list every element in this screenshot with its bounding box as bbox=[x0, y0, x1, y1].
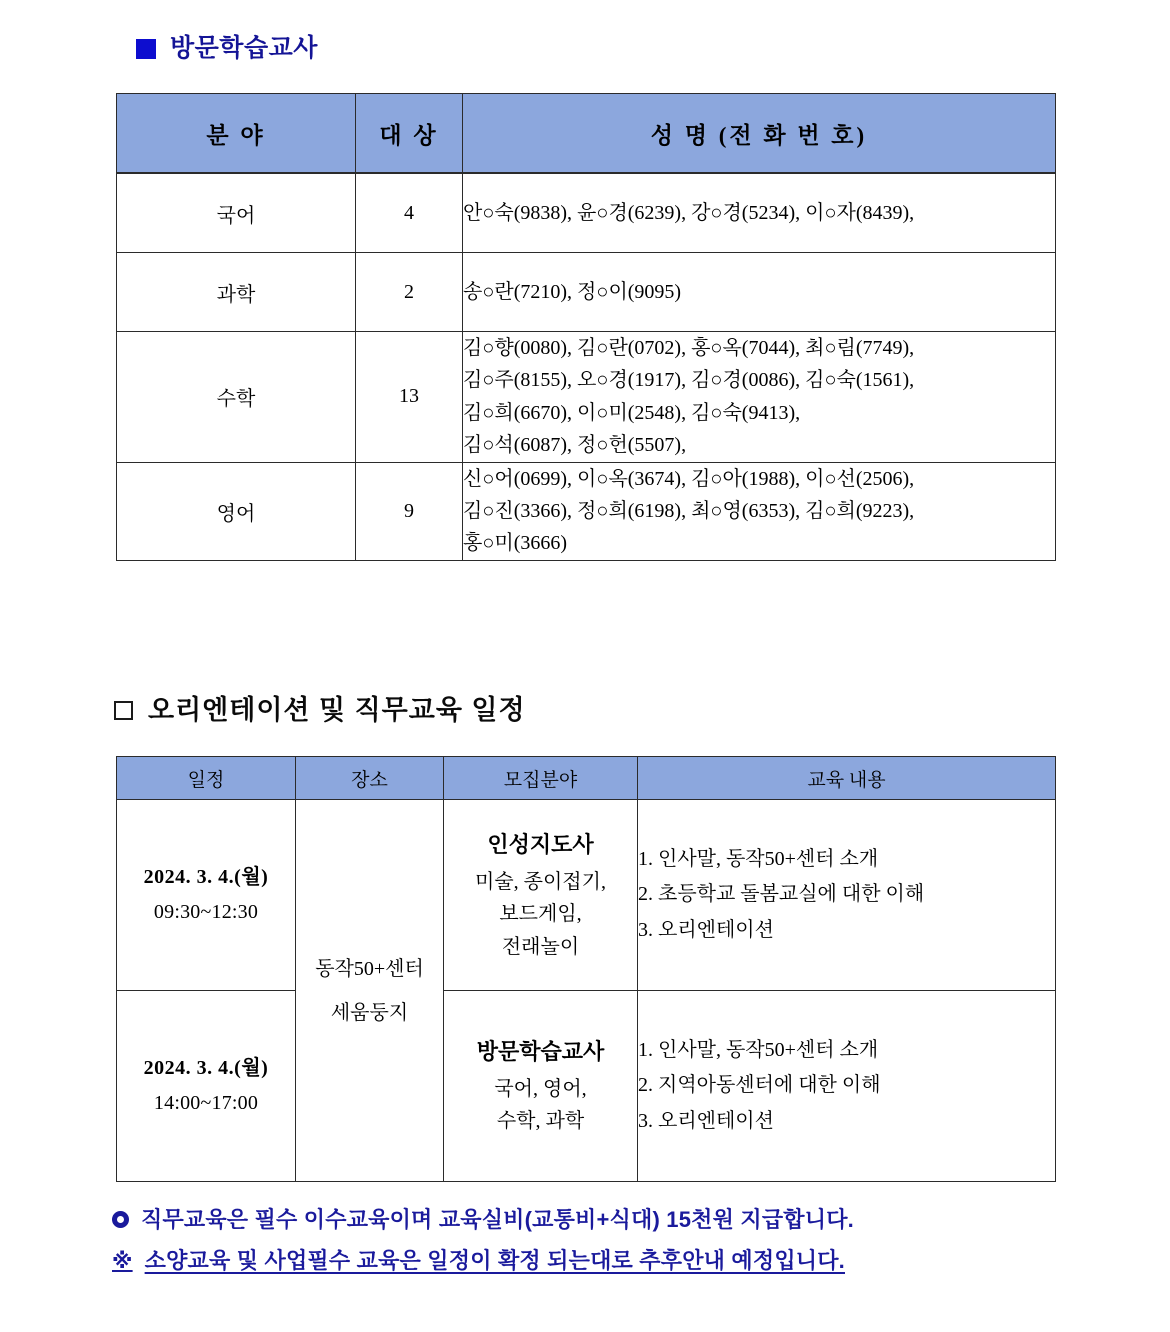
hollow-square-icon bbox=[114, 701, 133, 720]
place-line-1: 동작50+센터 bbox=[315, 957, 424, 980]
cell-field-math: 수학 bbox=[117, 332, 356, 463]
content-line: 1. 인사말, 동작50+센터 소개 bbox=[638, 1038, 879, 1061]
name-line: 김○진(3366), 정○희(6198), 최○영(6353), 김○희(9223), bbox=[463, 499, 915, 522]
donut-bullet-icon bbox=[112, 1211, 129, 1228]
recruit-field-line: 전래놀이 bbox=[501, 935, 580, 958]
recruit-field-line: 국어, 영어, bbox=[494, 1077, 587, 1100]
col-header-recruit-field: 모집분야 bbox=[444, 757, 638, 800]
cell-schedule-1 bbox=[117, 800, 296, 991]
table-2-header bbox=[117, 757, 1056, 800]
footnote-1-text: 직무교육은 필수 이수교육이며 교육실비(교통비+식대) 15천원 지급합니다. bbox=[141, 1207, 854, 1232]
col-header-field: 분 야 bbox=[117, 94, 356, 174]
table-2-body bbox=[117, 800, 1056, 1182]
orientation-schedule-table-wrap bbox=[116, 756, 1056, 1182]
cell-field-science: 과학 bbox=[117, 253, 356, 332]
content-line: 2. 지역아동센터에 대한 이해 bbox=[638, 1074, 881, 1097]
cell-education-content-2 bbox=[638, 991, 1056, 1182]
section-1-heading bbox=[136, 36, 318, 61]
name-line: 안○숙(9838), 윤○경(6239), 강○경(5234), 이○자(8439), bbox=[463, 201, 915, 224]
recruit-field-line: 미술, 종이접기, bbox=[475, 870, 606, 893]
table-row bbox=[117, 253, 1056, 332]
cell-place bbox=[296, 800, 444, 1182]
name-line: 김○향(0080), 김○란(0702), 홍○옥(7044), 최○림(7749), bbox=[463, 337, 915, 359]
table-row bbox=[117, 991, 1056, 1182]
cell-count-math: 13 bbox=[356, 332, 463, 463]
cell-names-korean bbox=[463, 173, 1056, 253]
cell-education-content-1 bbox=[638, 800, 1056, 991]
cell-count-science: 2 bbox=[356, 253, 463, 332]
footnote-2-text: 소양교육 및 사업필수 교육은 일정이 확정 되는대로 추후안내 예정입니다. bbox=[144, 1248, 845, 1273]
name-line: 김○석(6087), 정○헌(5507), bbox=[463, 434, 687, 457]
recruit-field-line: 수학, 과학 bbox=[496, 1110, 585, 1133]
cell-count-english: 9 bbox=[356, 462, 463, 560]
section-2-heading bbox=[114, 697, 526, 724]
col-header-count: 대 상 bbox=[356, 94, 463, 174]
section-1-title: 방문학습교사 bbox=[170, 34, 318, 62]
table-1-header bbox=[117, 94, 1056, 174]
cell-count-korean: 4 bbox=[356, 173, 463, 253]
table-header-row bbox=[117, 757, 1056, 800]
name-line: 송○란(7210), 정○이(9095) bbox=[463, 280, 682, 303]
cell-recruit-field-2 bbox=[444, 991, 638, 1182]
table-row bbox=[117, 332, 1056, 463]
content-line: 1. 인사말, 동작50+센터 소개 bbox=[638, 847, 879, 870]
cell-field-english: 영어 bbox=[117, 462, 356, 560]
schedule-time: 14:00~17:00 bbox=[153, 1092, 259, 1114]
recruit-field-line: 보드게임, bbox=[499, 903, 582, 926]
name-line: 신○어(0699), 이○옥(3674), 김○아(1988), 이○선(2506), bbox=[463, 467, 915, 490]
col-header-names: 성 명 (전 화 번 호) bbox=[463, 94, 1056, 174]
reference-mark-icon: ※ bbox=[112, 1250, 133, 1273]
section-2-title: 오리엔테이션 및 직무교육 일정 bbox=[148, 695, 526, 725]
visiting-teacher-table bbox=[116, 93, 1056, 561]
filled-blue-square-icon bbox=[136, 39, 156, 59]
table-row bbox=[117, 173, 1056, 253]
col-header-schedule: 일정 bbox=[117, 757, 296, 800]
cell-recruit-field-1 bbox=[444, 800, 638, 991]
content-line: 3. 오리엔테이션 bbox=[638, 918, 774, 941]
table-1-body bbox=[117, 173, 1056, 560]
recruit-field-title: 인성지도사 bbox=[487, 832, 594, 858]
table-header-row bbox=[117, 94, 1056, 174]
schedule-date: 2024. 3. 4.(월) bbox=[143, 1057, 269, 1079]
cell-names-math bbox=[463, 332, 1056, 463]
recruit-field-title: 방문학습교사 bbox=[476, 1039, 605, 1065]
schedule-date: 2024. 3. 4.(월) bbox=[143, 866, 269, 888]
content-line: 2. 초등학교 돌봄교실에 대한 이해 bbox=[638, 883, 925, 906]
footnotes bbox=[112, 1203, 1112, 1285]
footnote-1 bbox=[112, 1203, 1112, 1234]
col-header-place: 장소 bbox=[296, 757, 444, 800]
visiting-teacher-table-wrap bbox=[116, 93, 1056, 561]
cell-names-science bbox=[463, 253, 1056, 332]
table-row bbox=[117, 800, 1056, 991]
footnote-2 bbox=[112, 1244, 1112, 1275]
content-line: 3. 오리엔테이션 bbox=[638, 1109, 774, 1132]
cell-field-korean: 국어 bbox=[117, 173, 356, 253]
name-line: 홍○미(3666) bbox=[463, 532, 568, 555]
cell-names-english bbox=[463, 462, 1056, 560]
name-line: 김○주(8155), 오○경(1917), 김○경(0086), 김○숙(1561), bbox=[463, 369, 915, 392]
table-row bbox=[117, 462, 1056, 560]
name-line: 김○희(6670), 이○미(2548), 김○숙(9413), bbox=[463, 401, 801, 424]
col-header-education-content: 교육 내용 bbox=[638, 757, 1056, 800]
orientation-schedule-table bbox=[116, 756, 1056, 1182]
schedule-time: 09:30~12:30 bbox=[153, 901, 259, 923]
place-line-2: 세움둥지 bbox=[330, 1001, 409, 1024]
cell-schedule-2 bbox=[117, 991, 296, 1182]
